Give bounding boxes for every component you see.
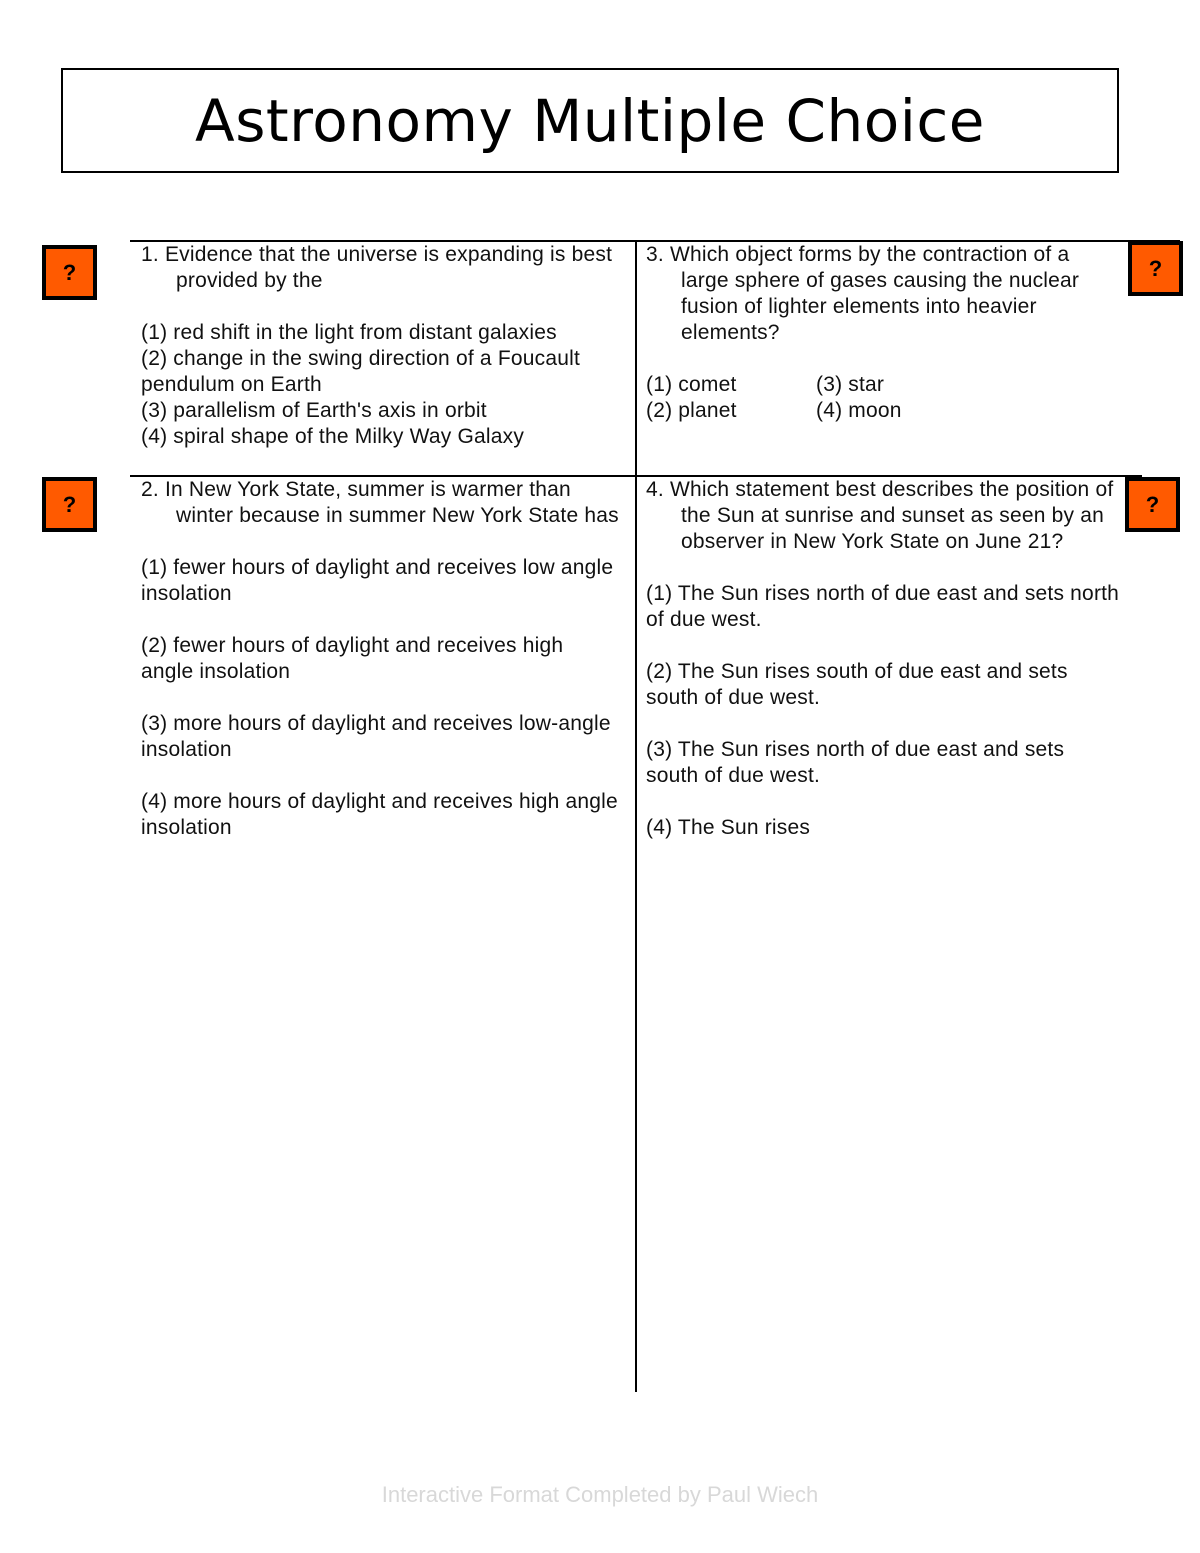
center-divider [635, 240, 637, 1392]
answer-option[interactable]: (3) The Sun rises north of due east and sets south of due west. [646, 738, 1065, 787]
answer-option[interactable]: (4) more hours of daylight and receives high angle insolation [141, 790, 618, 839]
answer-option[interactable]: (2) fewer hours of daylight and receives high angle insolation [141, 634, 564, 683]
question-stem: 2. In New York State, summer is warmer than winter because in summer New York State has [141, 478, 619, 527]
answer-option[interactable]: (1) The Sun rises north of due east and sets north of due west. [646, 582, 1120, 631]
answer-option[interactable]: (3) parallelism of Earth's axis in orbit [141, 399, 487, 422]
question-stem: 4. Which statement best describes the position of the Sun at sunrise and sunset as seen by an observer in New York State on June 21? [646, 478, 1114, 553]
question-2 [141, 477, 621, 841]
answer-option[interactable]: (4) The Sun rises [646, 816, 811, 839]
answer-option[interactable]: (4) moon [816, 399, 902, 422]
question-stem: 3. Which object forms by the contraction of a large sphere of gases causing the nuclear fusion of lighter elements into heavier elements? [646, 243, 1080, 344]
help-button-q2[interactable]: ? [42, 477, 97, 532]
answer-option[interactable]: (2) The Sun rises south of due east and sets south of due west. [646, 660, 1068, 709]
help-button-q4[interactable]: ? [1125, 477, 1180, 532]
answer-option[interactable]: (1) fewer hours of daylight and receives low angle insolation [141, 556, 614, 605]
answer-option[interactable]: (1) comet [646, 373, 737, 396]
answer-option[interactable]: (2) change in the swing direction of a Foucault pendulum on Earth [141, 347, 580, 396]
answer-option[interactable]: (4) spiral shape of the Milky Way Galaxy [141, 425, 525, 448]
question-1 [141, 242, 621, 450]
page-title: Astronomy Multiple Choice [195, 86, 985, 155]
footer-credit: Interactive Format Completed by Paul Wiech [381, 1482, 819, 1507]
answer-option[interactable]: (3) more hours of daylight and receives low-angle insolation [141, 712, 611, 761]
answer-options-grid [646, 372, 1116, 424]
help-button-q1[interactable]: ? [42, 245, 97, 300]
question-3 [646, 242, 1116, 424]
answer-option[interactable]: (2) planet [646, 399, 737, 422]
title-box [61, 68, 1119, 173]
question-4 [646, 477, 1121, 841]
help-button-q3[interactable]: ? [1128, 241, 1183, 296]
answer-option[interactable]: (1) red shift in the light from distant galaxies [141, 321, 557, 344]
answer-option[interactable]: (3) star [816, 373, 885, 396]
question-stem: 1. Evidence that the universe is expanding is best provided by the [141, 243, 613, 292]
